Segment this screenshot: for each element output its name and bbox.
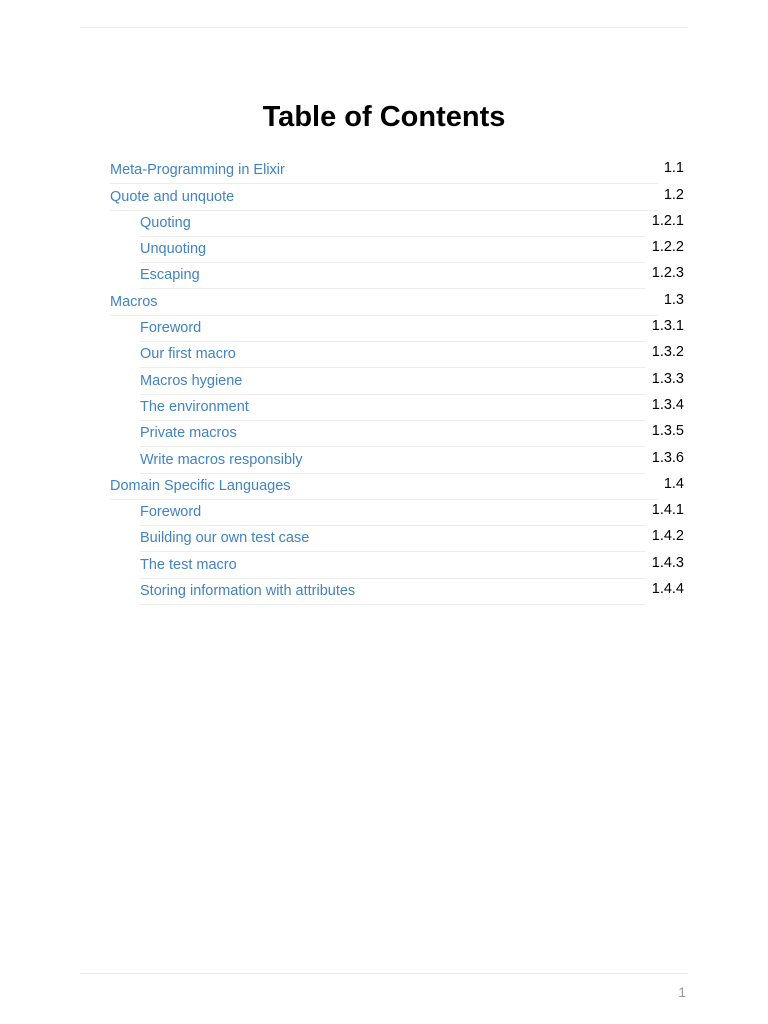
toc-entry-number: 1.4.3: [651, 554, 684, 571]
header-divider: [80, 27, 688, 28]
toc-entry-link[interactable]: Macros: [110, 293, 658, 316]
toc-entry-link[interactable]: Unquoting: [140, 240, 646, 263]
toc-entry-number: 1.3.5: [651, 423, 684, 440]
toc-entry: [110, 154, 684, 180]
footer-divider: [80, 973, 688, 974]
toc-entry-number: 1.3.1: [651, 318, 684, 335]
toc-entry-link[interactable]: Domain Specific Languages: [110, 477, 658, 500]
toc-entry-number: 1.3.3: [651, 370, 684, 387]
toc-entry-number: 1.4.2: [651, 528, 684, 545]
toc-entry-link[interactable]: Private macros: [140, 424, 646, 447]
toc-entry-link[interactable]: Foreword: [140, 503, 646, 526]
toc-entry-number: 1.3: [663, 291, 684, 308]
page-title: Table of Contents: [262, 101, 506, 133]
toc-entry-link[interactable]: Meta-Programming in Elixir: [110, 161, 658, 184]
toc-entry-link[interactable]: Foreword: [140, 319, 646, 342]
toc-entry-number: 1.2.2: [651, 239, 684, 256]
toc-entry-number: 1.1: [663, 160, 684, 177]
toc-entry-link[interactable]: Escaping: [140, 266, 646, 289]
page-number: 1: [678, 984, 686, 1000]
toc-entry-link[interactable]: Our first macro: [140, 345, 646, 368]
toc-entry-link[interactable]: Quoting: [140, 214, 646, 237]
toc-entry-link[interactable]: Macros hygiene: [140, 372, 646, 395]
toc-entry-number: 1.3.6: [651, 449, 684, 466]
toc-entry-number: 1.2: [663, 186, 684, 203]
toc-entry-link[interactable]: Building our own test case: [140, 529, 646, 552]
toc-entry-link[interactable]: The environment: [140, 398, 646, 421]
toc-entry-link[interactable]: The test macro: [140, 556, 646, 579]
toc-entry-number: 1.4.1: [651, 502, 684, 519]
toc-entry-number: 1.3.2: [651, 344, 684, 361]
toc-entry-number: 1.4: [663, 475, 684, 492]
toc-entry-number: 1.2.1: [651, 212, 684, 229]
toc-entry-link[interactable]: Write macros responsibly: [140, 451, 646, 474]
table-of-contents: [110, 154, 684, 601]
toc-entry-number: 1.2.3: [651, 265, 684, 282]
toc-entry-number: 1.3.4: [651, 396, 684, 413]
toc-entry-link[interactable]: Storing information with attributes: [140, 582, 646, 605]
toc-entry-number: 1.4.4: [651, 581, 684, 598]
toc-entry-link[interactable]: Quote and unquote: [110, 188, 658, 211]
